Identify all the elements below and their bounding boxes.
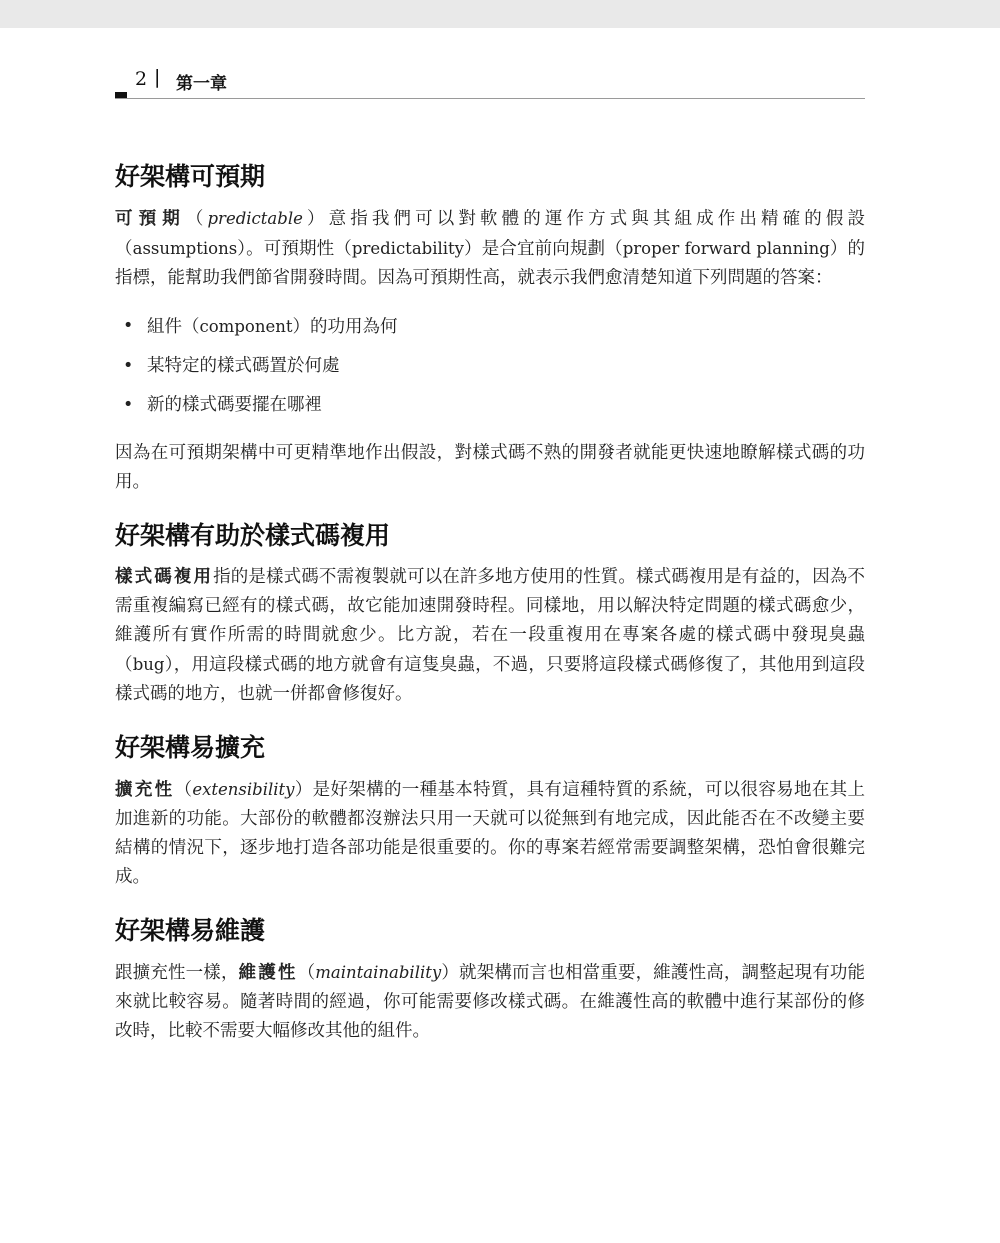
paragraph-predictable-1 <box>115 204 865 293</box>
text-fragment: 指的是樣式碼不需複製就可以在許多地方使用的性質。樣式碼複用是有益的，因為不需重複編寫已經有的樣式碼，故它能加速開發時程。同樣地，用以解決特定問題的樣式碼愈少，維護所有實作所需的時間就愈少。比方說，若在一段重複用在專案各處的樣式碼中發現臭蟲（ <box>115 567 865 675</box>
text-fragment: ），用這段樣式碼的地方就會有這隻臭蟲，不過，只要將這段樣式碼修復了，其他用到這段樣式碼的地方，也就一併都會修復好。 <box>115 655 865 704</box>
text-fragment: ）是合宜前向規劃（ <box>464 239 623 259</box>
english-term: component <box>199 317 293 336</box>
header-mark <box>115 92 127 98</box>
page-content <box>115 150 865 1046</box>
english-term: predictable <box>207 209 303 228</box>
text-fragment: ）意指我們可以對軟體的運作方式與其組成作出精確的假設（ <box>115 209 866 259</box>
header-separator: | <box>154 66 161 88</box>
list-item-text: ）的功用為何 <box>292 317 398 337</box>
text-fragment: （ <box>297 963 316 983</box>
list-item <box>115 307 865 347</box>
text-fragment: （ <box>185 209 208 229</box>
section-title-maintainable: 好架構易維護 <box>115 916 266 945</box>
top-band <box>0 0 1000 28</box>
english-term: bug <box>132 655 165 674</box>
term-maintainable: 維護性 <box>238 963 298 983</box>
list-item-text: 某特定的樣式碼置於何處 <box>147 356 340 376</box>
english-term: assumptions <box>132 239 238 258</box>
bullet-icon: • <box>123 356 134 376</box>
list-item <box>115 386 865 425</box>
text-fragment: ）就架構而言也相當重要，維護性高，調整起現有功能來就比較容易。隨著時間的經過，你可能需要修改樣式碼。在維護性高的軟體中進行某部份的修改時，比較不需要大幅修改其他的組件。 <box>115 963 866 1041</box>
english-term: predictability <box>351 239 464 258</box>
list-item-text: 組件（ <box>147 317 200 337</box>
section-title-extensible: 好架構易擴充 <box>115 733 266 762</box>
list-item <box>115 347 865 386</box>
term-reuse: 樣式碼複用 <box>115 567 214 587</box>
page-header <box>115 66 865 99</box>
chapter-title: 第一章 <box>176 74 227 94</box>
english-term: proper forward planning <box>622 239 830 258</box>
english-term: maintainability <box>315 963 442 982</box>
paragraph-maintainable <box>115 958 865 1046</box>
paragraph-predictable-2: 因為在可預期架構中可更精準地作出假設，對樣式碼不熟的開發者就能更快速地瞭解樣式碼的功用。 <box>115 443 865 492</box>
text-fragment: ）。可預期性（ <box>237 239 352 259</box>
page-number: 2 <box>135 68 148 90</box>
section-title-reuse: 好架構有助於樣式碼複用 <box>115 521 391 550</box>
section-title-predictable: 好架構可預期 <box>115 162 266 191</box>
text-fragment: ）的指標，能幫助我們節省開發時間。因為可預期性高，就表示我們愈清楚知道下列問題的答案： <box>115 239 866 288</box>
list-item-text: 新的樣式碼要擺在哪裡 <box>147 395 322 415</box>
text-fragment: （ <box>174 780 193 800</box>
paragraph-extensible <box>115 775 865 892</box>
term-extensible: 擴充性 <box>115 780 175 800</box>
text-fragment: ）是好架構的一種基本特質，具有這種特質的系統，可以很容易地在其上加進新的功能。大部份的軟體都沒辦法只用一天就可以從無到有地完成，因此能否在不改變主要結構的情況下，逐步地打造各部功能是很重要的。你的專案若經常需要調整架構，恐怕會很難完成。 <box>115 780 865 887</box>
bullet-icon: • <box>123 316 134 336</box>
english-term: extensibility <box>192 780 295 799</box>
bullet-list <box>115 307 865 425</box>
text-fragment: 跟擴充性一樣， <box>115 963 239 983</box>
bullet-icon: • <box>123 395 134 415</box>
term-predictable: 可預期 <box>115 209 186 229</box>
paragraph-reuse <box>115 563 865 709</box>
